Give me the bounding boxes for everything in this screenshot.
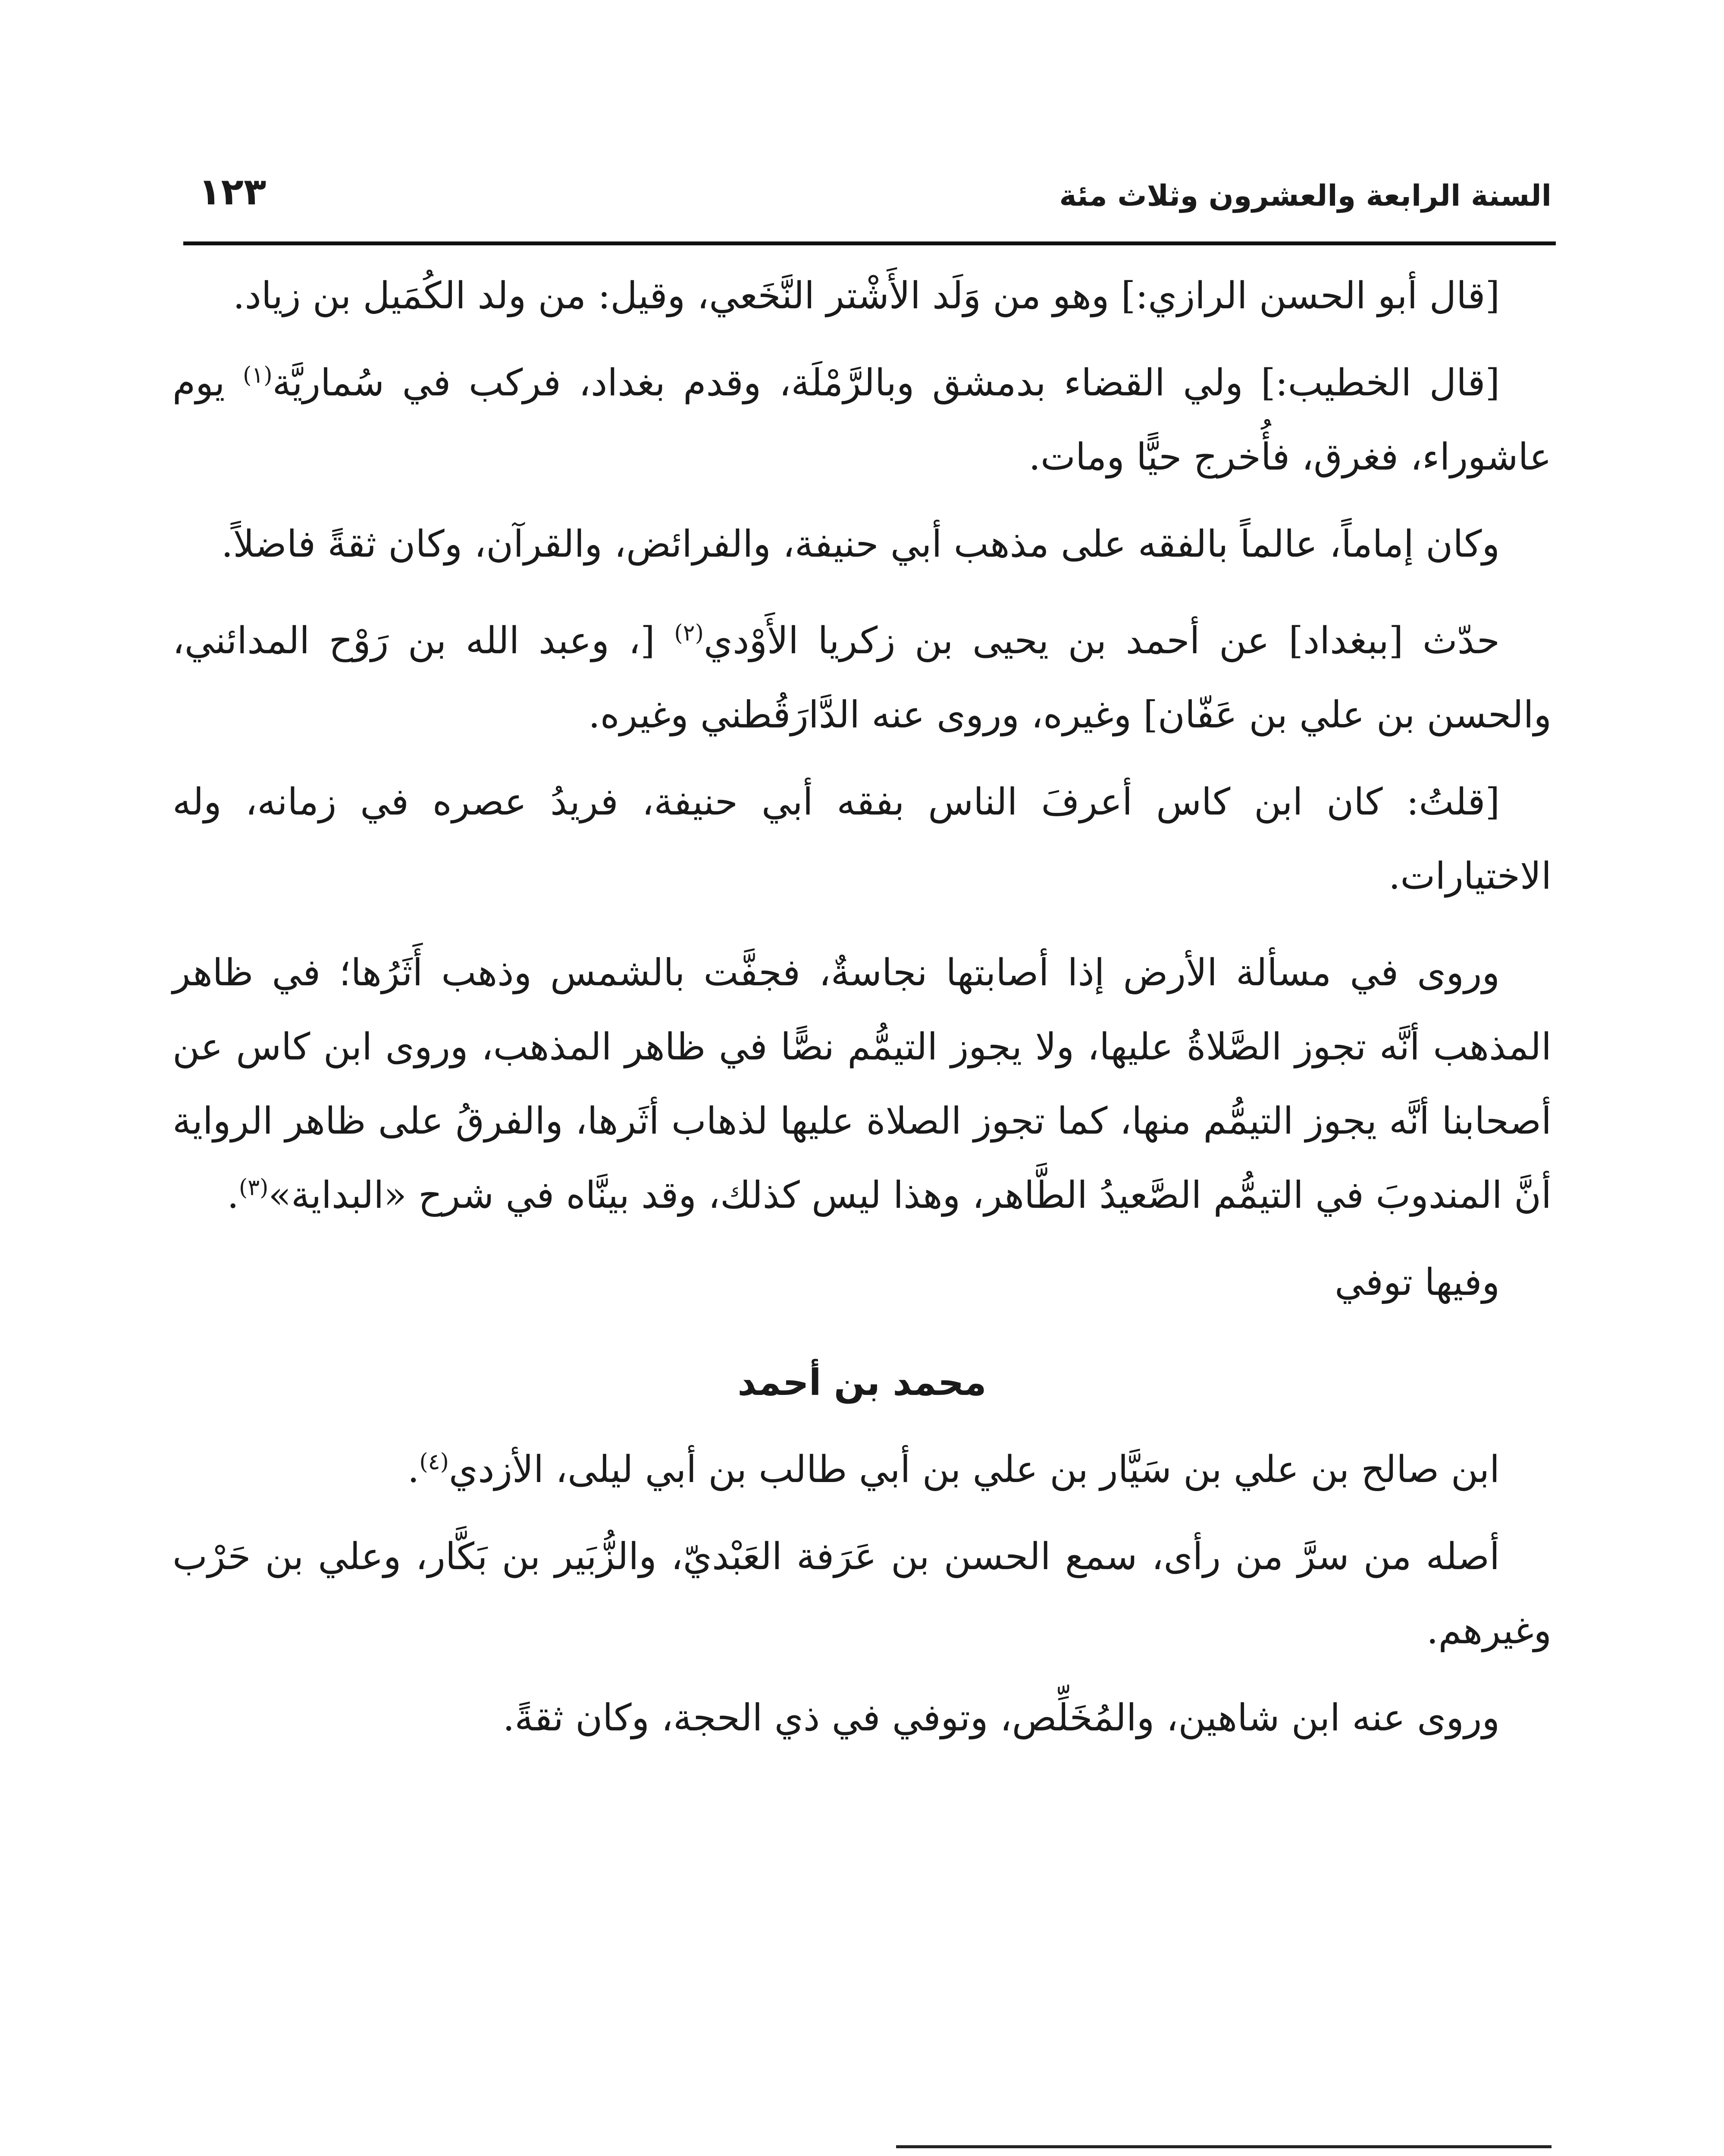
paragraph-text: وفيها توفي <box>1335 1261 1500 1304</box>
paragraph-text: [قال أبو الحسن الرازي:] وهو من وَلَد الأَشْتر النَّخَعي، وقيل: من ولد الكُمَيل بن زياد. <box>233 274 1500 317</box>
paragraph-text: . <box>227 1174 239 1217</box>
paragraph <box>172 604 1552 752</box>
paragraph-text: يوم عاشوراء، فغرق، فأُخرج حيًّا ومات. <box>172 361 1552 479</box>
paragraph-text: وروى في مسألة الأرض إذا أصابتها نجاسةٌ، فجفَّت بالشمس وذهب أَثَرُها؛ في ظاهر المذهب أنَّه تجوز الصَّلاةُ عليها، ولا يجوز التيمُّم نصًّا في ظاهر المذهب، وروى ابن كاس عن أصحابنا أنَّه يجوز التيمُّم منها، كما تجوز الصلاة عليها لذهاب أثَرها، والفرقُ على ظاهر الرواية أنَّ المندوبَ في التيمُّم الصَّعيدُ الطَّاهر، وهذا ليس كذلك، وقد بينَّاه في شرح «البداية» <box>172 951 1552 1217</box>
paragraph <box>172 1245 1552 1319</box>
page-header <box>190 170 1552 235</box>
section-heading: محمد بن أحمد <box>737 1361 987 1404</box>
paragraph-text: . <box>407 1448 420 1491</box>
paragraph <box>172 1520 1552 1668</box>
main-text <box>172 259 1552 1755</box>
footnote-ref: (١) <box>243 362 273 389</box>
paragraph <box>172 765 1552 913</box>
paragraph <box>172 259 1552 333</box>
paragraph <box>172 1432 1552 1507</box>
paragraph <box>172 507 1552 581</box>
paragraph-text: [قال الخطيب:] ولي القضاء بدمشق وبالرَّمْلَة، وقدم بغداد، فركب في سُماريَّة <box>272 361 1500 404</box>
page-number: ١٢٣ <box>198 170 266 213</box>
paragraph-text: وكان إماماً، عالماً بالفقه على مذهب أبي حنيفة، والفرائض، والقرآن، وكان ثقةً فاضلاً. <box>221 523 1500 566</box>
paragraph <box>172 346 1552 494</box>
header-rule <box>183 241 1556 245</box>
paragraph <box>172 936 1552 1232</box>
paragraph-text: أصله من سرَّ من رأى، سمع الحسن بن عَرَفة العَبْديّ، والزُّبَير بن بَكَّار، وعلي بن حَرْب وغيرهم. <box>172 1535 1552 1652</box>
footnote-ref: (٢) <box>674 620 704 646</box>
footnote-ref: (٤) <box>419 1449 449 1475</box>
running-title: السنة الرابعة والعشرون وثلاث مئة <box>1059 179 1552 213</box>
paragraph-text: وروى عنه ابن شاهين، والمُخَلِّص، وتوفي في ذي الحجة، وكان ثقةً. <box>503 1696 1500 1739</box>
footnote-ref: (٣) <box>238 1175 269 1201</box>
paragraph-text: حدّث [ببغداد] عن أحمد بن يحيى بن زكريا الأَوْدي <box>703 619 1500 662</box>
paragraph-text: [، وعبد الله بن رَوْح المدائني، والحسن بن علي بن عَفّان] وغيره، وروى عنه الدَّارَقُطني وغيره. <box>172 619 1552 736</box>
footnote-rule <box>896 2145 1552 2148</box>
paragraph-text: [قلتُ: كان ابن كاس أعرفَ الناس بفقه أبي حنيفة، فريدُ عصره في زمانه، وله الاختيارات. <box>172 780 1552 898</box>
paragraph-text: ابن صالح بن علي بن سَيَّار بن علي بن أبي طالب بن أبي ليلى، الأزدي <box>448 1448 1500 1491</box>
paragraph <box>172 1681 1552 1755</box>
